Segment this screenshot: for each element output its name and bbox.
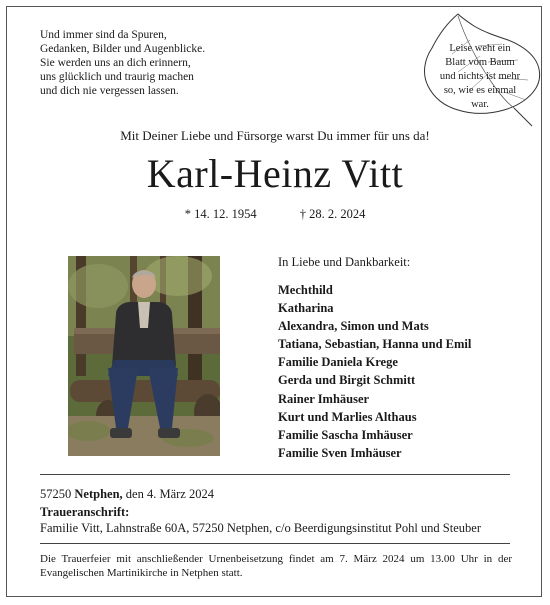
address-title: Traueranschrift:: [40, 505, 130, 519]
postal-code: 57250: [40, 487, 75, 501]
ceremony-note: Die Trauerfeier mit anschließender Urnenbeisetzung findet am 7. März 2024 um 13.00 Uhr in der Evangelischen Martinikirche in Netphen statt.: [40, 553, 512, 579]
place-date: [40, 487, 214, 502]
poem-line: uns glücklich und traurig machen: [40, 71, 194, 83]
notice-date: den 4. März 2024: [122, 487, 214, 501]
family-member: Rainer Imhäuser: [278, 391, 370, 406]
portrait-photo: [68, 256, 220, 456]
family-member: Familie Daniela Krege: [278, 355, 398, 370]
family-list: [278, 255, 528, 462]
family-member: Mechthild: [278, 283, 333, 297]
leaf-poem-line: war.: [471, 99, 489, 110]
leaf-poem-line: Leise weht ein: [449, 43, 511, 54]
leaf-poem-line: und nichts ist mehr: [439, 71, 521, 82]
leaf-illustration: [418, 10, 544, 128]
family-member: Familie Sascha Imhäuser: [278, 427, 413, 442]
town: Netphen,: [74, 487, 123, 501]
poem-line: Sie werden uns an dich erinnern,: [40, 57, 191, 69]
family-member: Katharina: [278, 301, 334, 316]
poem-line: Gedanken, Bilder und Augenblicke.: [40, 43, 206, 55]
family-member: Tatiana, Sebastian, Hanna und Emil: [278, 337, 472, 352]
divider-line: [40, 543, 510, 544]
leaf-poem-line: so, wie es einmal: [443, 85, 517, 96]
divider-line: [40, 474, 510, 475]
poem-line: und dich nie vergessen lassen.: [40, 85, 179, 97]
family-member: Kurt und Marlies Althaus: [278, 409, 417, 424]
family-member: Alexandra, Simon und Mats: [278, 319, 429, 334]
family-intro: In Liebe und Dankbarkeit:: [278, 255, 411, 269]
death-date: † 28. 2. 2024: [299, 207, 366, 221]
family-member: Gerda und Birgit Schmitt: [278, 373, 416, 388]
family-member: Familie Sven Imhäuser: [278, 445, 402, 460]
leaf-poem-line: Blatt vom Baum: [445, 57, 515, 68]
poem-line: Und immer sind da Spuren,: [40, 29, 167, 41]
life-dates: [0, 207, 550, 222]
birth-date: * 14. 12. 1954: [184, 207, 257, 221]
deceased-name: Karl-Heinz Vitt: [146, 151, 404, 196]
poem: [40, 28, 280, 98]
mourning-address: Familie Vitt, Lahnstraße 60A, 57250 Netphen, c/o Beerdigungsinstitut Pohl und Steuber: [40, 521, 481, 535]
motto: Mit Deiner Liebe und Fürsorge warst Du immer für uns da!: [120, 128, 430, 143]
